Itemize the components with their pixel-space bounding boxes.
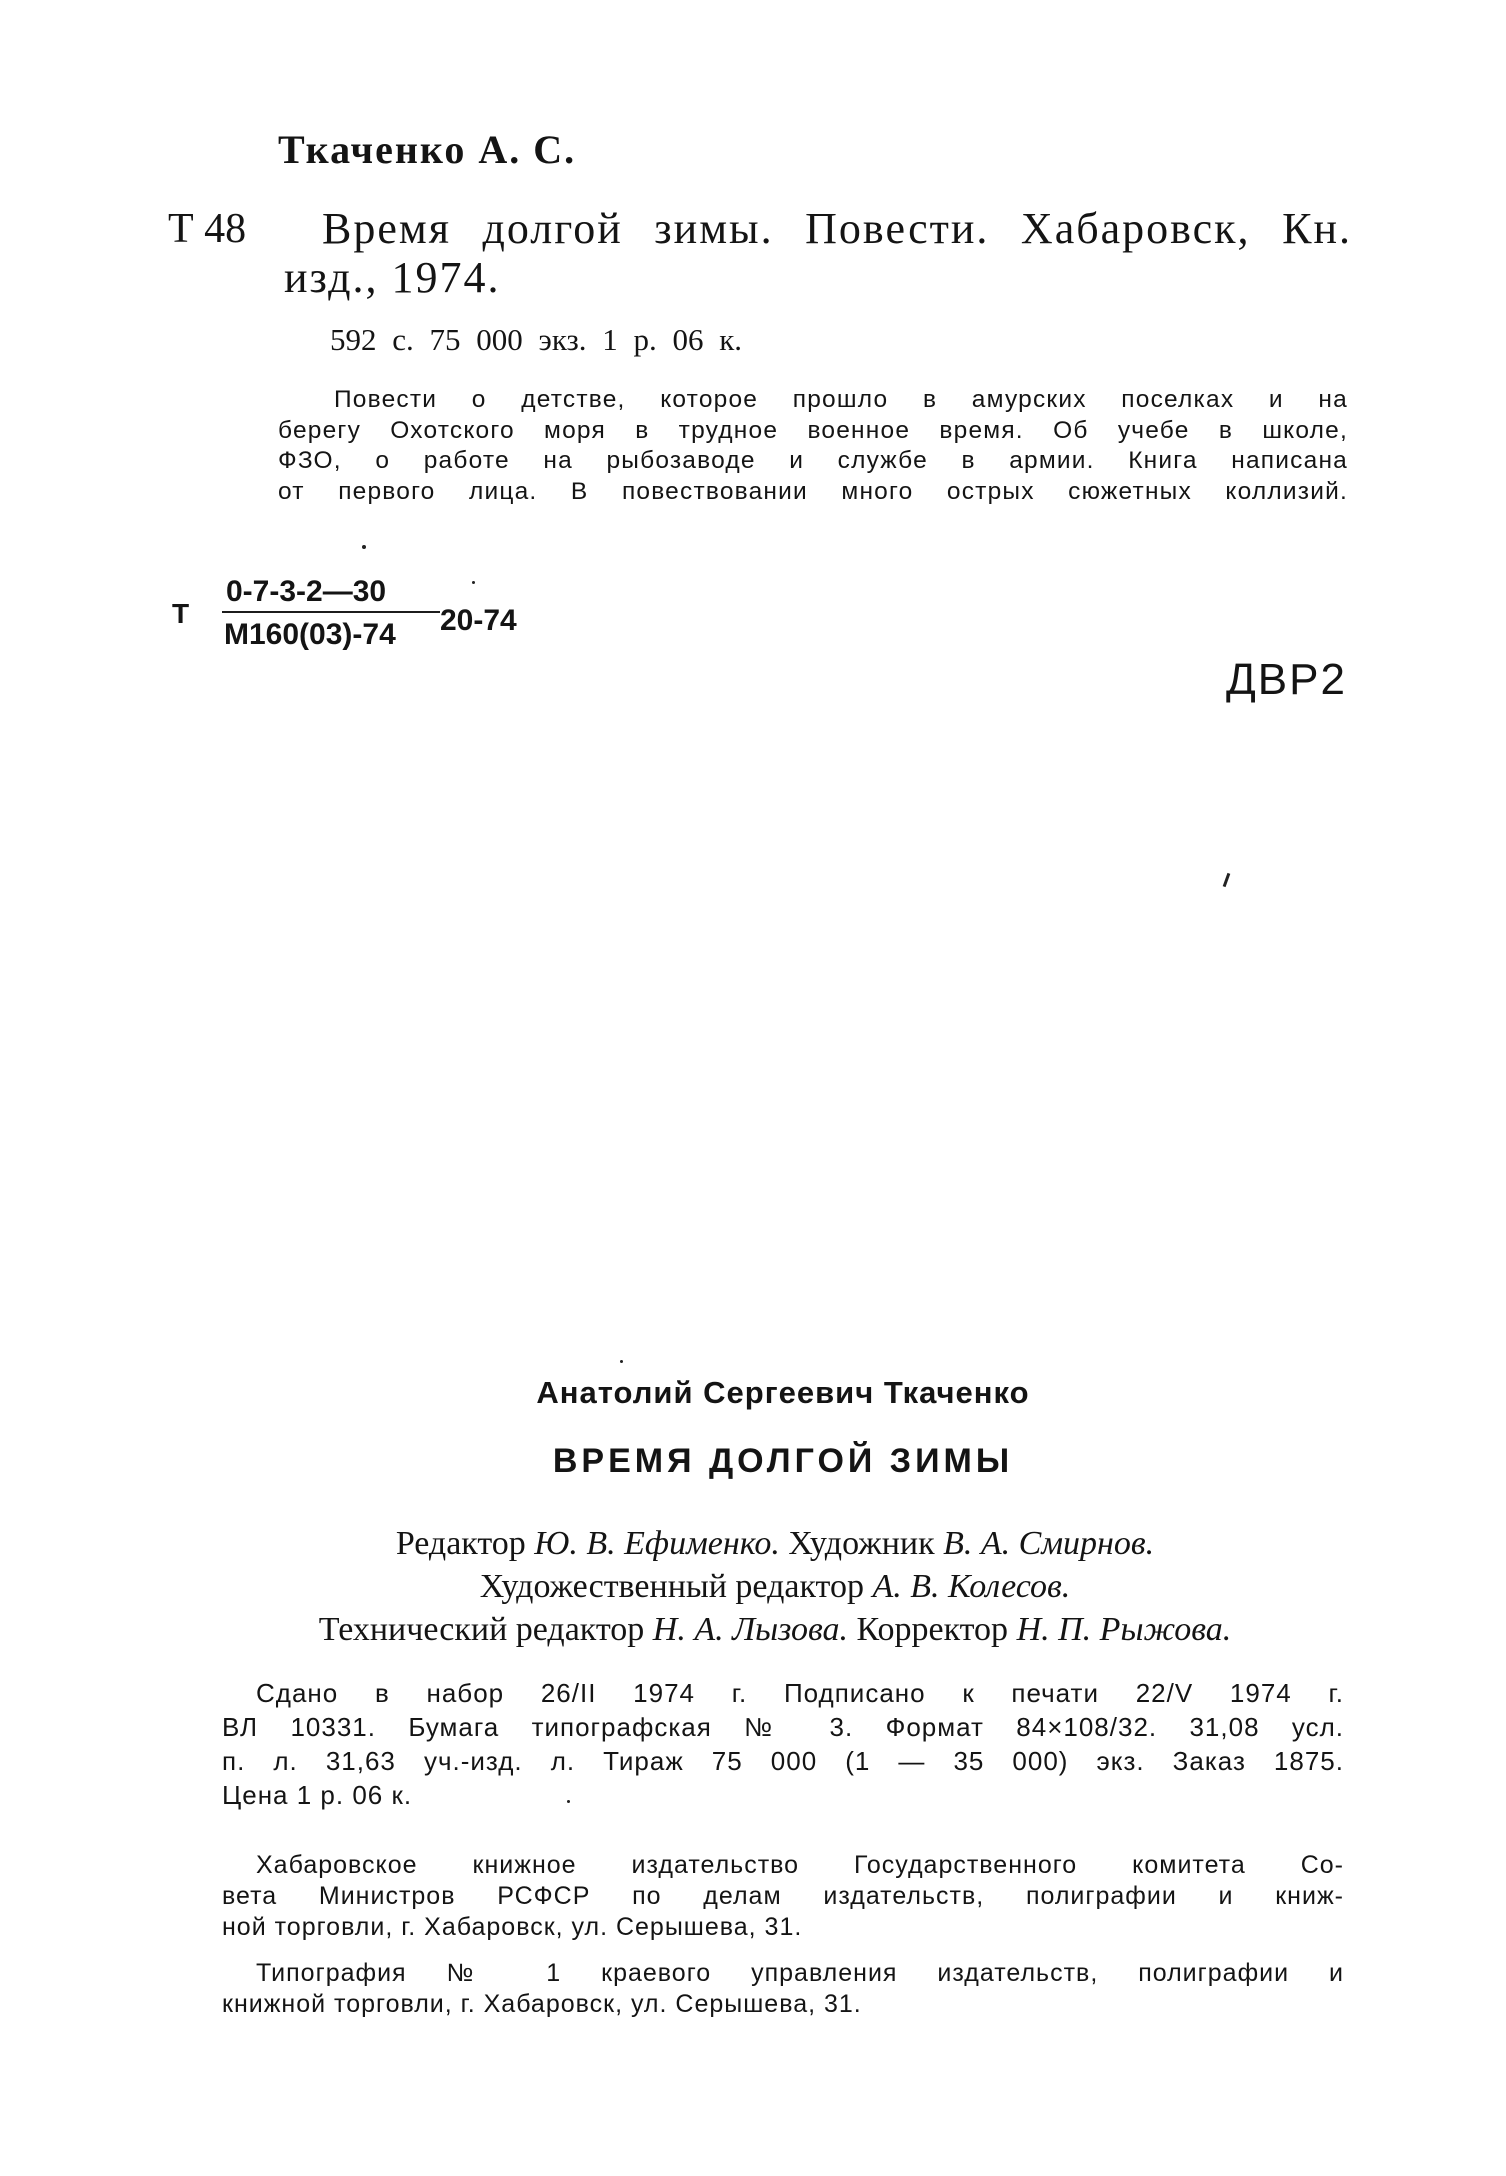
staff-role: Художник (779, 1525, 944, 1562)
publisher-info (222, 1850, 1344, 1943)
staff-name: А. В. Колесов. (872, 1568, 1071, 1605)
staff-role: Художественный редактор (479, 1568, 873, 1605)
staff-line (200, 1608, 1350, 1651)
classification-suffix: 20-74 (440, 604, 517, 637)
card-annotation (278, 385, 1348, 507)
card-author-heading: Ткаченко А. С. (278, 127, 577, 172)
printer-line: Типография № 1 краевого управления издательств, полиграфии и (256, 1959, 1344, 1987)
staff-name: Н. П. Рыжова. (1016, 1611, 1232, 1648)
publisher-line: Хабаровское книжное издательство Государственного комитета Со- (256, 1851, 1344, 1879)
technical-line: п. л. 31,63 уч.-изд. л. Тираж 75 000 (1 — 35 000) экз. Заказ 1875. (222, 1746, 1344, 1776)
staff-name: Ю. В. Ефименко. (534, 1525, 780, 1562)
staff-line (200, 1522, 1350, 1565)
annotation-line: Повести о детстве, которое прошло в амурских поселках и на (334, 386, 1348, 413)
printer-info (222, 1958, 1344, 2020)
print-speck (362, 545, 366, 549)
staff-name: В. А. Смирнов. (943, 1525, 1155, 1562)
annotation-line: от первого лица. В повествовании много острых сюжетных коллизий. (278, 477, 1348, 505)
classification-denominator: М160(03)-74 (224, 618, 396, 651)
imprint-title: ВРЕМЯ ДОЛГОЙ ЗИМЫ (552, 1442, 1014, 1480)
card-title-line: Время долгой зимы. Повести. Хабаровск, Кн. (322, 204, 1352, 253)
card-title-line-cont: изд., 1974. (284, 253, 501, 302)
technical-line: Сдано в набор 26/II 1974 г. Подписано к печати 22/V 1974 г. (256, 1678, 1344, 1708)
technical-line: Цена 1 р. 06 к. (222, 1780, 413, 1810)
print-mark (1223, 873, 1231, 887)
technical-details (222, 1676, 1344, 1812)
card-call-number: Т 48 (168, 206, 247, 252)
imprint-staff (200, 1522, 1350, 1651)
staff-role: Корректор (848, 1611, 1017, 1648)
print-speck (620, 1360, 623, 1363)
classification-numerator: 0-7-3-2—30 (226, 575, 387, 608)
staff-line (200, 1565, 1350, 1608)
annotation-line: берегу Охотского моря в трудное военное время. Об учебе в школе, (278, 416, 1348, 444)
print-speck (472, 581, 475, 584)
staff-role: Редактор (395, 1525, 535, 1562)
card-physical-description: 592 с. 75 000 экз. 1 р. 06 к. (330, 322, 743, 357)
classification-prefix: Т (172, 598, 190, 629)
imprint-author: Анатолий Сергеевич Ткаченко (536, 1375, 1030, 1410)
publisher-line: ной торговли, г. Хабаровск, ул. Серышева, 31. (222, 1913, 803, 1941)
printer-line: книжной торговли, г. Хабаровск, ул. Серышева, 31. (222, 1990, 862, 2018)
technical-line: ВЛ 10331. Бумага типографская № 3. Формат 84×108/32. 31,08 усл. (222, 1712, 1344, 1742)
staff-name: Н. А. Лызова. (652, 1611, 848, 1648)
annotation-line: ФЗО, о работе на рыбозаводе и службе в армии. Книга написана (278, 447, 1348, 474)
shelf-code: ДВР2 (1226, 655, 1347, 704)
staff-role: Технический редактор (318, 1611, 653, 1648)
publisher-line: вета Министров РСФСР по делам издательств, полиграфии и книж- (222, 1882, 1344, 1910)
fraction-bar (222, 611, 440, 613)
